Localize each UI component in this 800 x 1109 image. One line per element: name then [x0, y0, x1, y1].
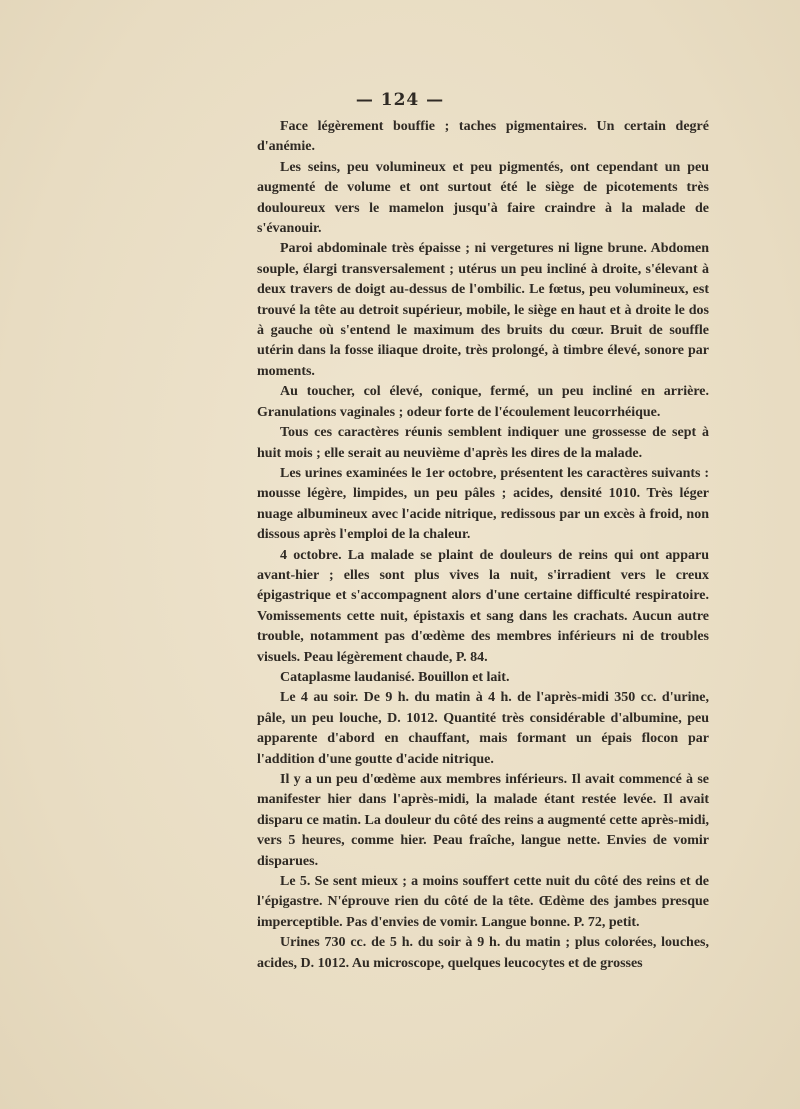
paragraph: 4 octobre. La malade se plaint de douleurs de reins qui ont apparu avant-hier ; elles sont plus vives la nuit, s'irradient vers le creux épigastrique et s'accompagnent alors d'une certaine difficulté respiratoire. Vomissements cette nuit, épistaxis et sang dans les crachats. Aucun autre trouble, notamment pas d'œdème des membres inférieurs ni de troubles visuels. Peau légèrement chaude, P. 84. — [257, 547, 709, 665]
paragraph: Paroi abdominale très épaisse ; ni vergetures ni ligne brune. Abdomen souple, élargi transversalement ; utérus un peu incliné à droite, s'élevant à deux travers de doigt au-dessus de l'ombilic. Le fœtus, peu volumineux, est trouvé la tête au detroit supérieur, mobile, le siège en haut et à droite le dos à gauche où s'entend le maximum des bruits du cœur. Bruit de souffle utérin dans la fosse iliaque droite, très prolongé, à timbre élevé, sonore par moments. — [257, 241, 709, 379]
body-text — [257, 117, 709, 974]
paragraph: Cataplasme laudanisé. Bouillon et lait. — [280, 669, 510, 685]
paragraph: Les seins, peu volumineux et peu pigmentés, ont cependant un peu augmenté de volume et ont surtout été le siège de picotements très douloureux vers le mamelon jusqu'à faire craindre à la malade de s'évanouir. — [257, 159, 709, 237]
paragraph: Au toucher, col élevé, conique, fermé, un peu incliné en arrière. Granulations vaginales ; odeur forte de l'écoulement leucorrhéique. — [257, 384, 709, 420]
paragraph: Le 5. Se sent mieux ; a moins souffert cette nuit du côté des reins et de l'épigastre. N'éprouve rien du côté de la tête. Œdème des jambes presque imperceptible. Pas d'envies de vomir. Langue bonne. P. 72, petit. — [257, 874, 709, 930]
paragraph: Urines 730 cc. de 5 h. du soir à 9 h. du matin ; plus colorées, louches, acides, D. 1012. Au microscope, quelques leucocytes et de grosses — [257, 935, 709, 971]
paragraph: Tous ces caractères réunis semblent indiquer une grossesse de sept à huit mois ; elle serait au neuvième d'après les dires de la malade. — [257, 425, 709, 461]
paragraph: Il y a un peu d'œdème aux membres inférieurs. Il avait commencé à se manifester hier dans l'après-midi, la malade étant restée levée. Il avait disparu ce matin. La douleur du côté des reins a augmenté cette après-midi, vers 5 heures, comme hier. Peau fraîche, langue nette. Envies de vomir disparues. — [257, 772, 709, 869]
paragraph: Le 4 au soir. De 9 h. du matin à 4 h. de l'après-midi 350 cc. d'urine, pâle, un peu louche, D. 1012. Quantité très considérable d'albumine, peu apparente d'abord en chauffant, mais formant un épais flocon par l'addition d'une goutte d'acide nitrique. — [257, 690, 709, 767]
paragraph: Face légèrement bouffie ; taches pigmentaires. Un certain degré d'anémie. — [257, 119, 709, 155]
page-number: — 124 — — [355, 90, 445, 110]
paragraph: Les urines examinées le 1er octobre, présentent les caractères suivants : mousse légère, limpides, un peu pâles ; acides, densité 1010. Très léger nuage albumineux avec l'acide nitrique, redissous par un excès à froid, non dissous après l'emploi de la chaleur. — [257, 465, 709, 543]
